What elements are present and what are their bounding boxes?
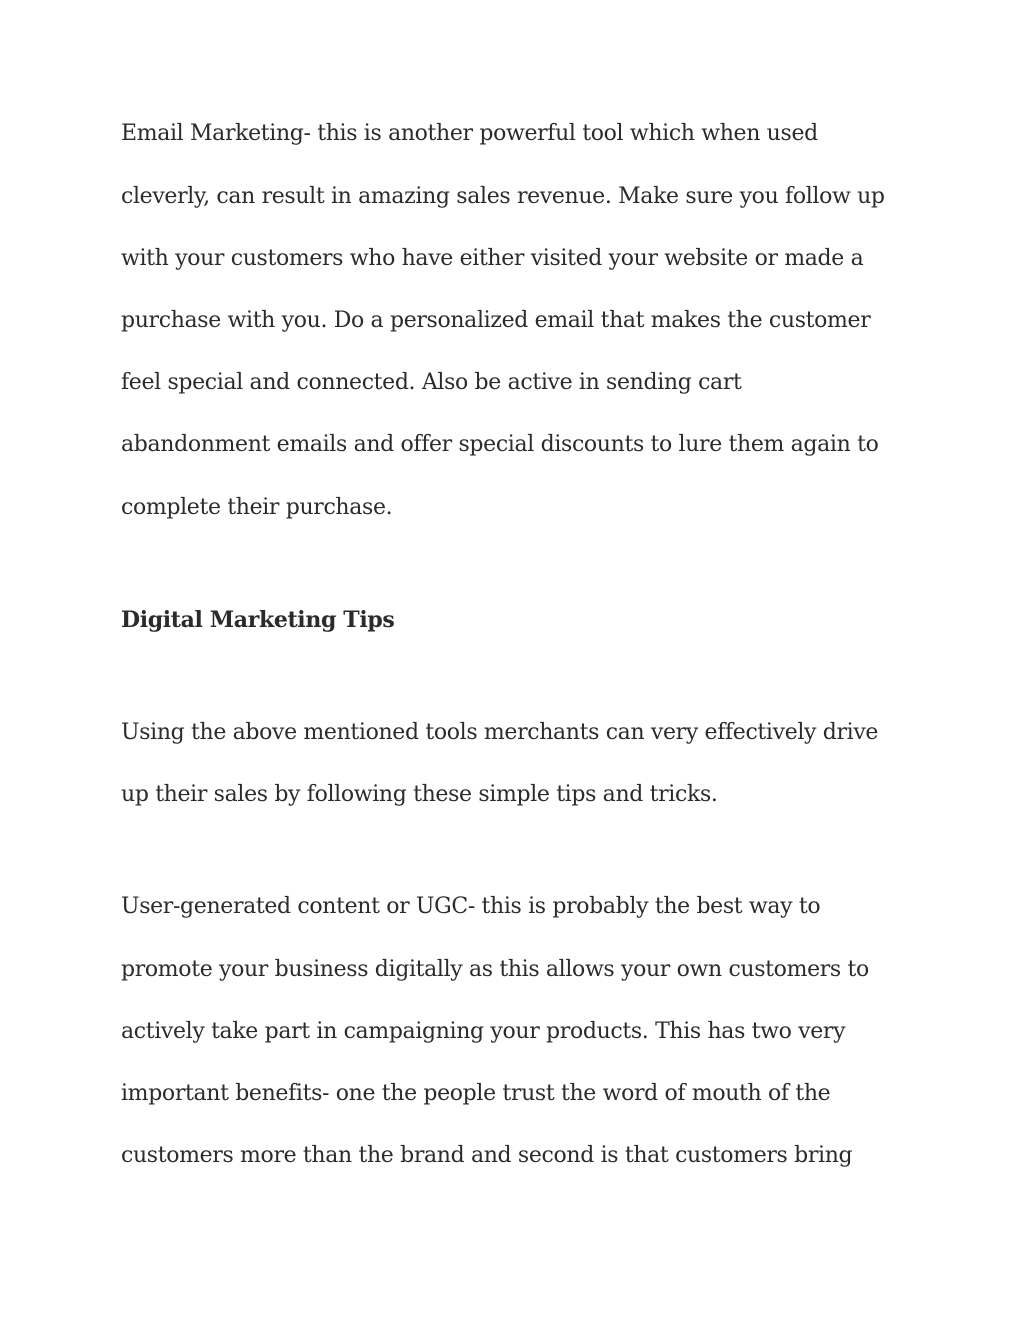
text-line: feel special and connected. Also be active in sending cart [121, 370, 742, 395]
text-line: User-generated content or UGC- this is probably the best way to [121, 894, 821, 919]
text-line: important benefits- one the people trust the word of mouth of the [121, 1081, 831, 1106]
text-line: Using the above mentioned tools merchants can very effectively drive [121, 720, 879, 745]
text-line: customers more than the brand and second is that customers bring [121, 1143, 853, 1168]
text-line: promote your business digitally as this allows your own customers to [121, 957, 869, 982]
text-line: with your customers who have either visited your website or made a [121, 246, 864, 271]
text-line: complete their purchase. [121, 495, 393, 520]
text-line: cleverly, can result in amazing sales revenue. Make sure you follow up [121, 184, 885, 209]
section-heading: Digital Marketing Tips [121, 607, 395, 633]
text-line: actively take part in campaigning your products. This has two very [121, 1019, 846, 1044]
text-line: up their sales by following these simple tips and tricks. [121, 782, 718, 807]
text-line: abandonment emails and offer special discounts to lure them again to [121, 432, 879, 457]
text-line: Email Marketing- this is another powerful tool which when used [121, 121, 818, 146]
text-line: purchase with you. Do a personalized email that makes the customer [121, 308, 871, 333]
